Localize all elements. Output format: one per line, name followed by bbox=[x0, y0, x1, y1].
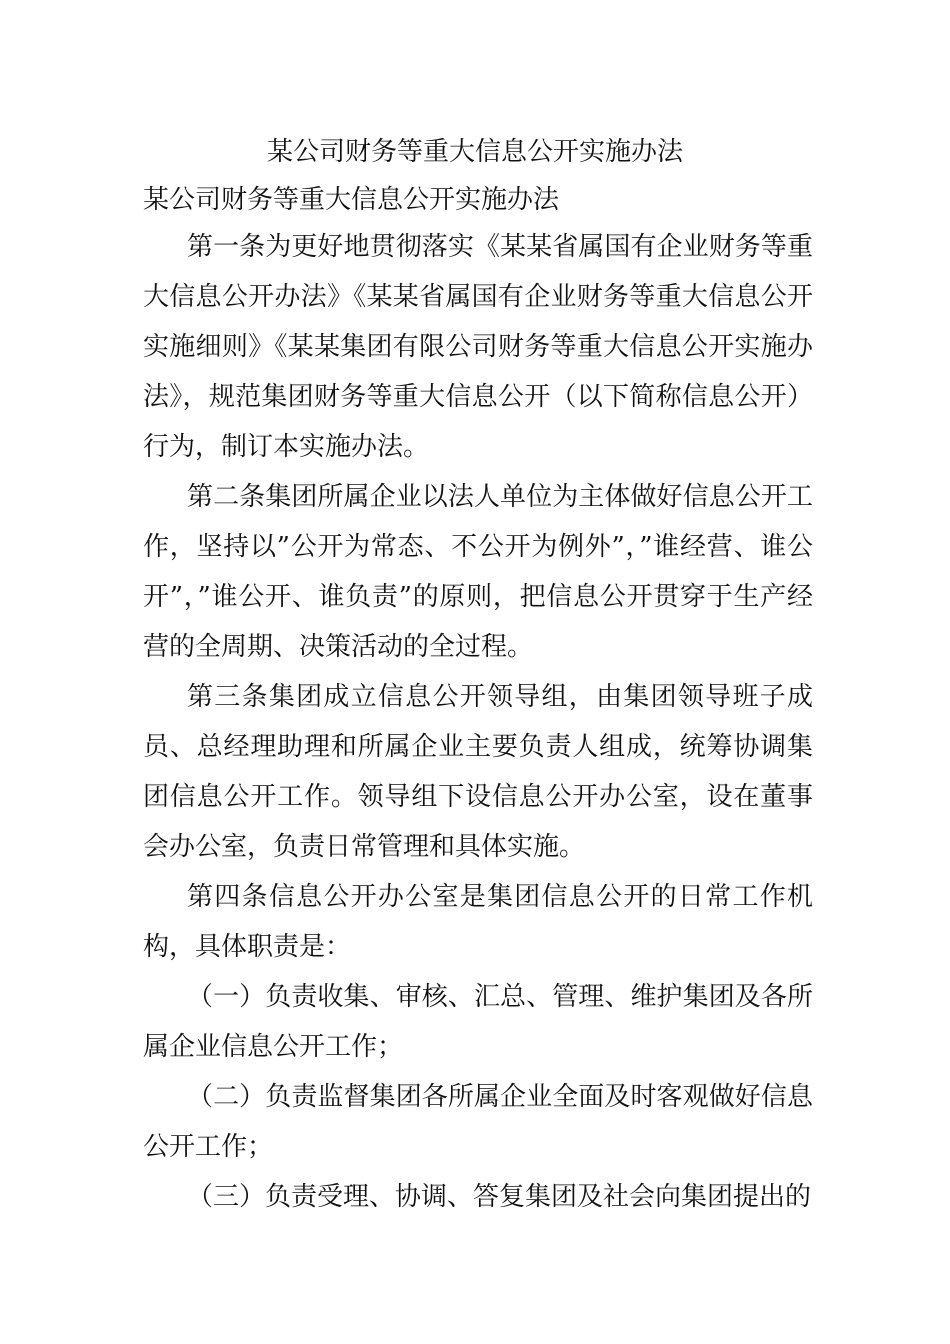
article-2-paragraph: 第二条集团所属企业以法人单位为主体做好信息公开工作，坚持以”公开为常态、不公开为例外”，”谁经营、谁公开”，”谁公开、谁负责”的原则，把信息公开贯穿于生产经营的全周期、决策活动的全过程。 bbox=[143, 482, 813, 662]
document-title: 某公司财务等重大信息公开实施办法 bbox=[266, 137, 683, 167]
article-1-paragraph: 第一条为更好地贯彻落实《某某省属国有企业财务等重大信息公开办法》《某某省属国有企业财务等重大信息公开实施细则》《某某集团有限公司财务等重大信息公开实施办法》，规范集团财务等重大信息公开（以下简称信息公开）行为，制订本实施办法。 bbox=[143, 232, 813, 462]
article-3-paragraph: 第三条集团成立信息公开领导组，由集团领导班子成员、总经理助理和所属企业主要负责人组成，统筹协调集团信息公开工作。领导组下设信息公开办公室，设在董事会办公室，负责日常管理和具体实施。 bbox=[143, 682, 813, 862]
article-4-item-2: （二）负责监督集团各所属企业全面及时客观做好信息公开工作； bbox=[143, 1082, 813, 1162]
article-4-paragraph: 第四条信息公开办公室是集团信息公开的日常工作机构，具体职责是： bbox=[143, 882, 813, 962]
article-4-item-1: （一）负责收集、审核、汇总、管理、维护集团及各所属企业信息公开工作； bbox=[143, 982, 813, 1062]
article-4-item-3: （三）负责受理、协调、答复集团及社会向集团提出的 bbox=[187, 1182, 812, 1212]
document-subtitle: 某公司财务等重大信息公开实施办法 bbox=[143, 185, 560, 215]
document-body bbox=[143, 182, 813, 1222]
